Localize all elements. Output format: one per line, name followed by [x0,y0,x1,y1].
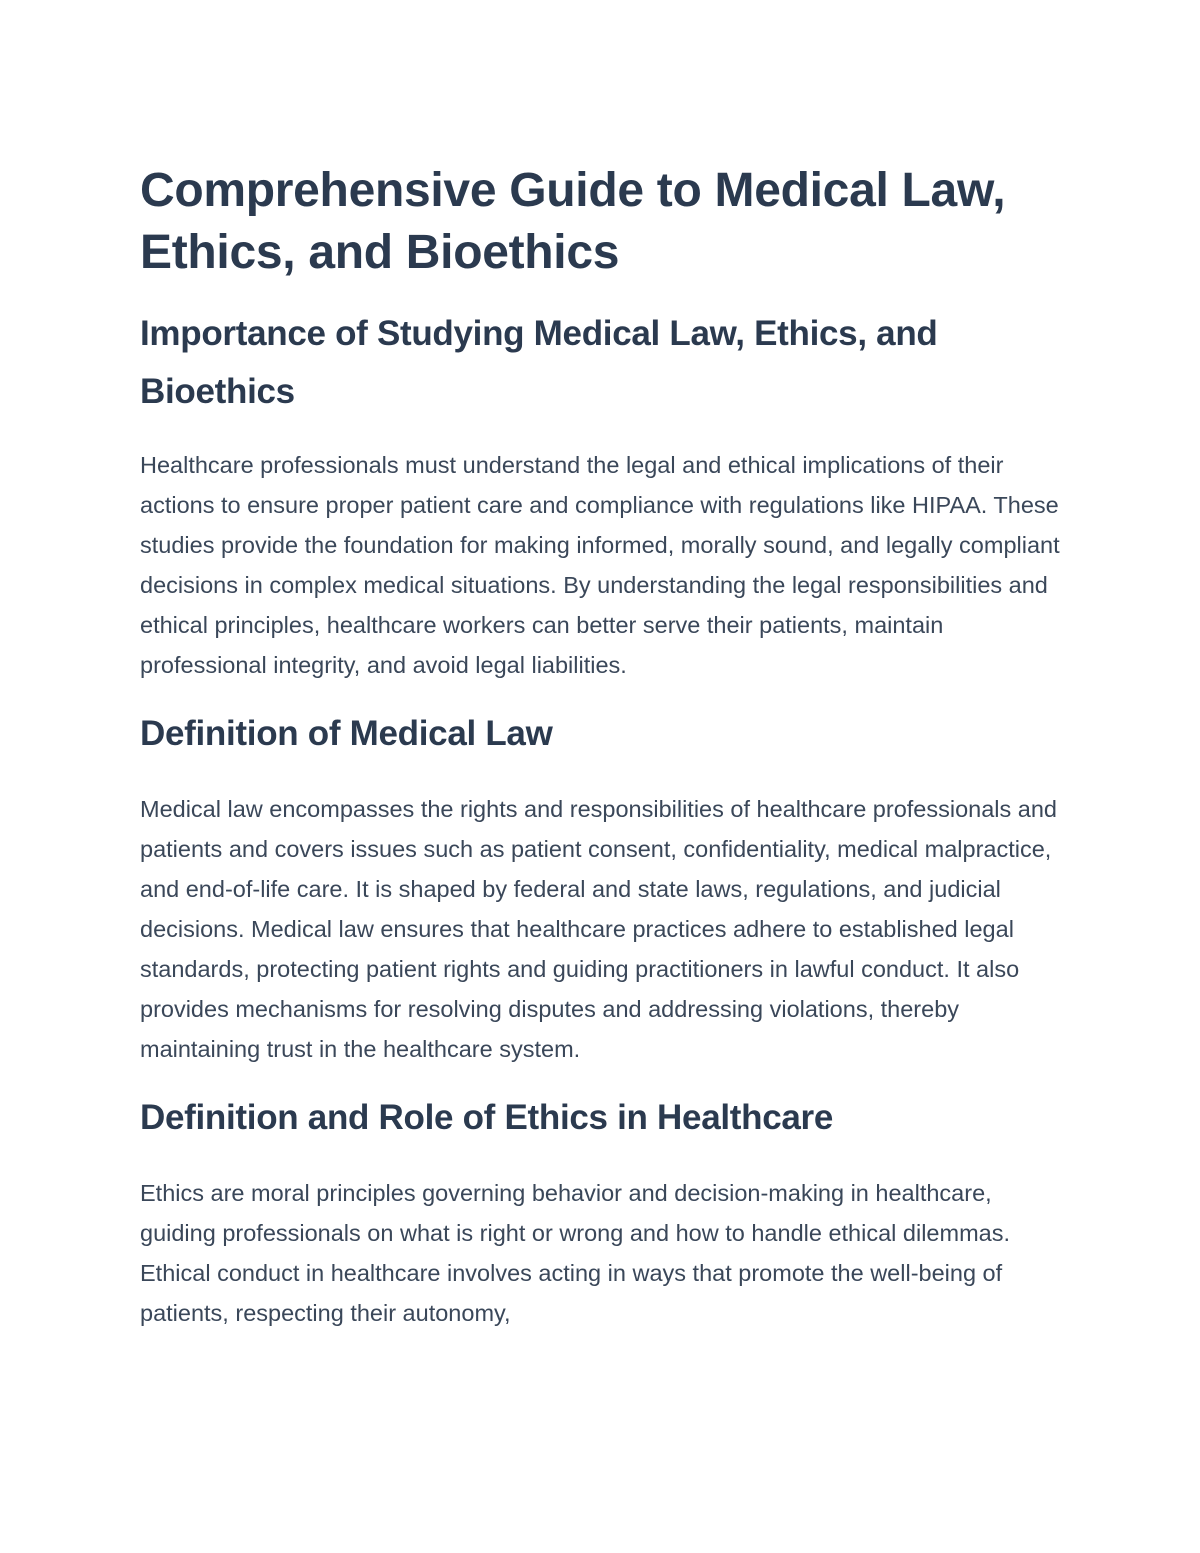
section-importance [140,305,1070,685]
section-medical-law [140,703,1070,1069]
section-heading-importance: Importance of Studying Medical Law, Ethics, and Bioethics [140,314,938,411]
section-body-ethics: Ethics are moral principles governing behavior and decision-making in healthcare, guiding professionals on what is right or wrong and how to handle ethical dilemmas. Ethical conduct in healthcare involves acting in ways that promote the well-being of patients, respecting their autonomy, [140,1180,1010,1326]
section-heading-medical-law: Definition of Medical Law [140,714,553,753]
section-ethics [140,1087,1070,1333]
section-body-medical-law: Medical law encompasses the rights and responsibilities of healthcare professionals and patients and covers issues such as patient consent, confidentiality, medical malpractice, and end-of-life care. It is shaped by federal and state laws, regulations, and judicial decisions. Medical law ensures that healthcare practices adhere to established legal standards, protecting patient rights and guiding practitioners in lawful conduct. It also provides mechanisms for resolving disputes and addressing violations, thereby maintaining trust in the healthcare system. [140,796,1058,1062]
document-page [140,160,1070,1333]
section-body-importance: Healthcare professionals must understand the legal and ethical implications of their actions to ensure proper patient care and compliance with regulations like HIPAA. These studies provide the foundation for making informed, morally sound, and legally compliant decisions in complex medical situations. By understanding the legal responsibilities and ethical principles, healthcare workers can better serve their patients, maintain professional integrity, and avoid legal liabilities. [140,452,1060,678]
document-title: Comprehensive Guide to Medical Law, Ethics, and Bioethics [140,164,1006,279]
section-heading-ethics: Definition and Role of Ethics in Healthcare [140,1098,834,1137]
